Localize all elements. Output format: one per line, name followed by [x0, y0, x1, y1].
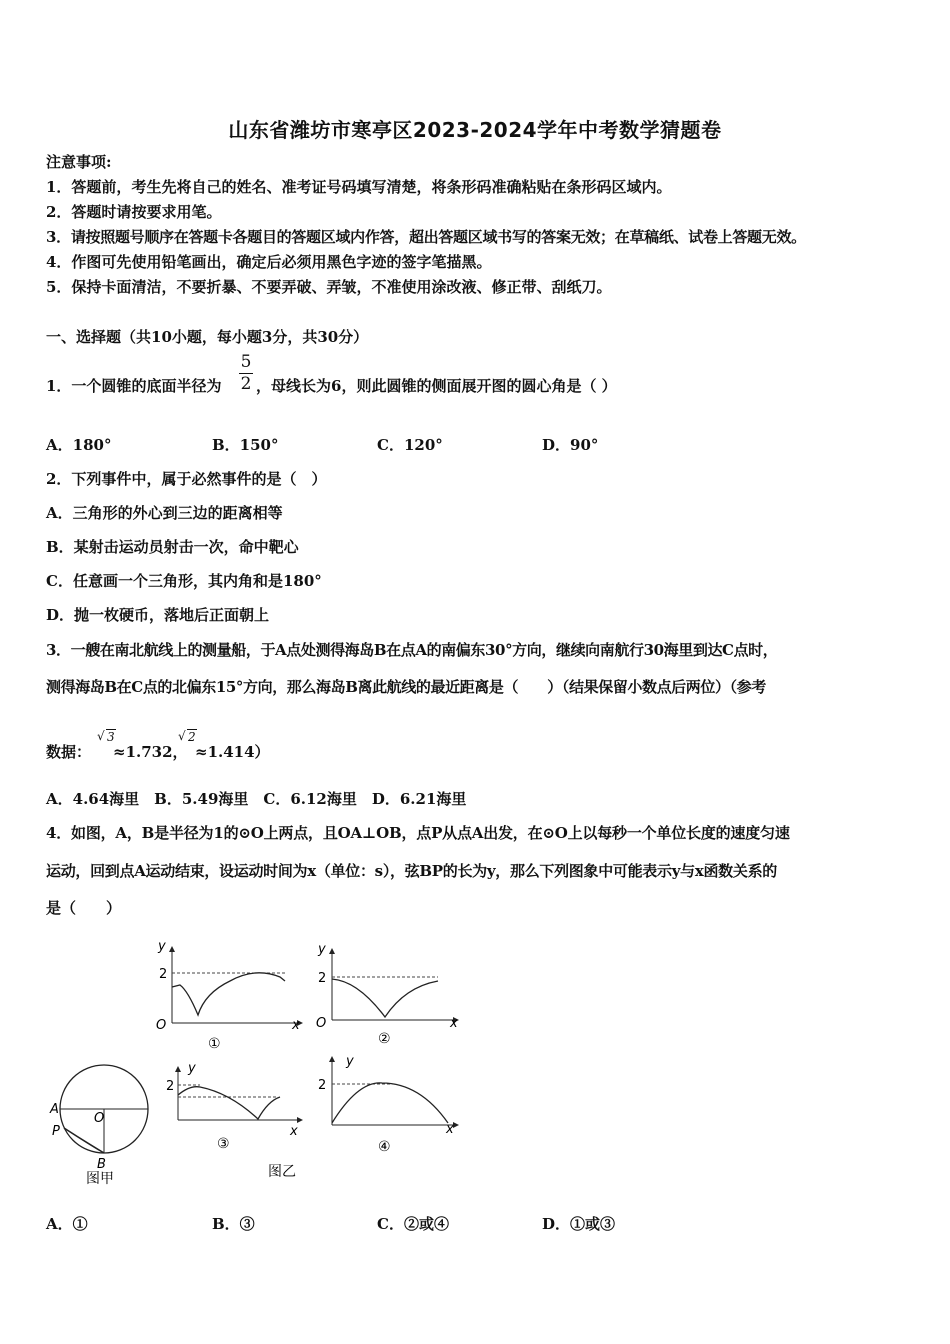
q2-option-a[interactable]: A．三角形的外心到三边的距离相等	[46, 504, 283, 522]
q1-option-c[interactable]: C．120°	[377, 436, 443, 454]
point-p: P	[52, 1124, 60, 1139]
y-label: y	[188, 1061, 196, 1076]
fraction-numerator: 5	[240, 352, 252, 372]
caption-a: 图甲	[86, 1171, 114, 1187]
tick-2: 2	[318, 971, 327, 986]
section-heading: 一、选择题（共10小题，每小题3分，共30分）	[46, 328, 369, 346]
tick-2: 2	[166, 1079, 175, 1094]
q4-stem-line3: 是（ ）	[46, 899, 122, 917]
q3-stem-line1: 3．一艘在南北航线上的测量船，于A点处测得海岛B在点A的南偏东30°方向，继续向南航行30海里到达C点时，	[46, 641, 778, 659]
caption-b: 图乙	[268, 1164, 296, 1180]
q4-option-a[interactable]: A．①	[46, 1215, 88, 1233]
q4-stem-line1: 4．如图，A，B是半径为1的⊙O上两点，且OA⊥OB，点P从点A出发，在⊙O上以每秒一个单位长度的速度匀速	[46, 824, 790, 842]
notice-heading: 注意事项:	[46, 153, 112, 171]
graph-number: ③	[217, 1136, 230, 1152]
q2-option-c[interactable]: C．任意画一个三角形，其内角和是180°	[46, 572, 322, 590]
fraction-denominator: 2	[240, 374, 252, 394]
radical-sign: √	[97, 729, 105, 743]
tick-2: 2	[318, 1078, 327, 1093]
x-label: x	[450, 1016, 458, 1031]
point-b: B	[97, 1157, 106, 1172]
radical-sign: √	[178, 729, 186, 743]
notice-item: 5．保持卡面清洁，不要折暴、不要弄破、弄皱，不准使用涂改液、修正带、刮纸刀。	[46, 278, 612, 296]
x-label: x	[446, 1122, 454, 1137]
q3-options[interactable]: A．4.64海里 B．5.49海里 C．6.12海里 D．6.21海里	[46, 790, 467, 808]
q4-option-c[interactable]: C．②或④	[377, 1215, 449, 1233]
q3-stem-line2: 测得海岛B在C点的北偏东15°方向，那么海岛B离此航线的最近距离是（ ）（结果保留小数点后两位）（参考	[46, 678, 766, 696]
y-label: y	[158, 939, 166, 954]
q1-stem-before: 1．一个圆锥的底面半径为	[46, 377, 222, 395]
radicand: 2	[188, 730, 196, 744]
graph-number: ④	[378, 1139, 391, 1155]
q3-value-sqrt2: ≈1.414）	[195, 743, 270, 761]
notice-item: 1．答题前，考生先将自己的姓名、准考证号码填写清楚，将条形码准确粘贴在条形码区域内。	[46, 178, 672, 196]
q2-stem: 2．下列事件中，属于必然事件的是（ ）	[46, 470, 327, 488]
tick-2: 2	[159, 967, 168, 982]
origin-label: O	[156, 1018, 167, 1033]
q4-option-b[interactable]: B．③	[212, 1215, 255, 1233]
y-label: y	[346, 1054, 354, 1069]
graph-number: ①	[208, 1036, 221, 1052]
q4-figure	[40, 935, 465, 1195]
point-a: A	[50, 1102, 59, 1117]
q1-option-b[interactable]: B．150°	[212, 436, 279, 454]
q2-option-d[interactable]: D．抛一枚硬币，落地后正面朝上	[46, 606, 270, 624]
q1-option-d[interactable]: D．90°	[542, 436, 599, 454]
page-title: 山东省潍坊市寒亭区2023-2024学年中考数学猜题卷	[228, 118, 722, 142]
x-label: x	[292, 1018, 300, 1033]
origin-label: O	[316, 1016, 327, 1031]
q4-option-d[interactable]: D．①或③	[542, 1215, 616, 1233]
y-label: y	[318, 942, 326, 957]
q3-value-sqrt3: ≈1.732，	[113, 743, 188, 761]
graph-number: ②	[378, 1031, 391, 1047]
q4-stem-line2: 运动，回到点A运动结束，设运动时间为x（单位：s），弦BP的长为y，那么下列图象中可能表示y与x函数关系的	[46, 862, 777, 880]
q2-option-b[interactable]: B．某射击运动员射击一次，命中靶心	[46, 538, 299, 556]
q3-data-label: 数据：	[46, 743, 92, 761]
q1-stem-after: ，母线长为6，则此圆锥的侧面展开图的圆心角是（ ）	[256, 377, 617, 395]
radicand: 3	[107, 730, 115, 744]
notice-item: 3．请按照题号顺序在答题卡各题目的答题区域内作答，超出答题区域书写的答案无效；在草稿纸、试卷上答题无效。	[46, 228, 806, 246]
q1-option-a[interactable]: A．180°	[46, 436, 112, 454]
notice-item: 2．答题时请按要求用笔。	[46, 203, 222, 221]
point-o: O	[94, 1111, 105, 1126]
x-label: x	[290, 1124, 298, 1139]
notice-item: 4．作图可先使用铅笔画出，确定后必须用黑色字迹的签字笔描黑。	[46, 253, 492, 271]
